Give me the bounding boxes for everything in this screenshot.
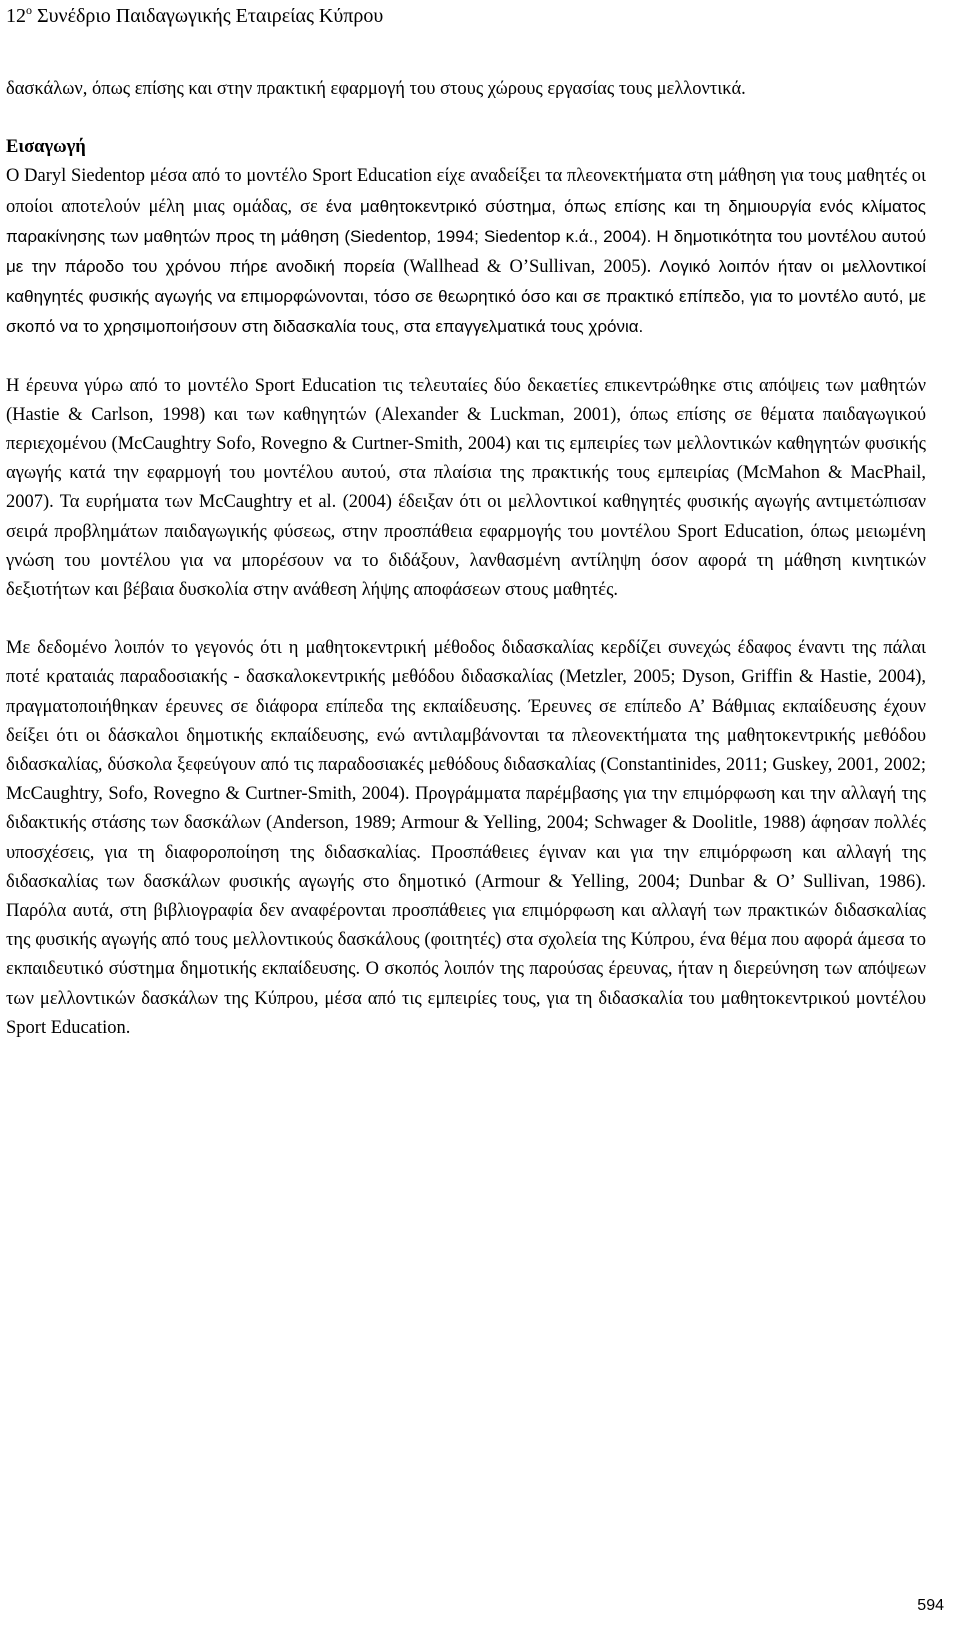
- paragraph-2: Η έρευνα γύρω από το μοντέλο Sport Education τις τελευταίες δύο δεκαετίες επικεντρώθηκε στις απόψεις των μαθητών (Hastie & Carlson, 1998) και των καθηγητών (Alexander & Luckman, 2001), όπως επίσης σε θέματα παιδαγωγικού περιεχομένου (McCaughtry Sofo, Rovegno & Curtner-Smith, 2004) και τις εμπειρίες των μελλοντικών καθηγητών φυσικής αγωγής κατά την εφαρμογή του μοντέλου αυτού, στα πλαίσια της πρακτικής τους εμπειρίας (McMahon & MacPhail, 2007). Τα ευρήματα των McCaughtry et al. (2004) έδειξαν ότι οι μελλοντικοί καθηγητές φυσικής αγωγής αντιμετώπισαν σειρά προβλημάτων παιδαγωγικής φύσεως, στην προσπάθεια εφαρμογής του μοντέλου Sport Education, όπως μειωμένη γνώση του μοντέλου για να μπορέσουν να το διδάξουν, λανθασμένη αντίληψη όσον αφορά τη μάθηση κινητικών δεξιοτήτων και βέβαια δυσκολία στην ανάθεση λήψης αποφάσεων στους μαθητές.: [6, 375, 926, 601]
- header-title: Συνέδριο Παιδαγωγικής Εταιρείας Κύπρου: [37, 5, 384, 27]
- section-heading: Εισαγωγή: [6, 137, 86, 158]
- intro-continuation-paragraph: δασκάλων, όπως επίσης και στην πρακτική εφαρμογή του στους χώρους εργασίας τους μελλοντικά.: [6, 79, 746, 99]
- page-number: 594: [917, 1597, 944, 1614]
- paragraph-1-part-3: (Wallhead & O’Sullivan, 2005).: [403, 257, 660, 278]
- running-header: [6, 4, 383, 28]
- header-superscript: ο: [26, 3, 32, 17]
- header-number: 12: [6, 5, 26, 27]
- paragraph-1-part-1: Ο Daryl Siedentop μέσα από το μοντέλο Sport Education είχε αναδείξει τα πλεονεκτήματα στη μάθηση για τους μαθητές οι οποίοι αποτελούν μέλη μιας ομάδας, σε: [6, 166, 926, 217]
- paragraph-3: Με δεδομένο λοιπόν το γεγονός ότι η μαθητοκεντρική μέθοδος διδασκαλίας κερδίζει συνεχώς έδαφος έναντι της πάλαι ποτέ κραταιάς παραδοσιακής - δασκαλοκεντρικής μεθόδου διδασκαλίας (Metzler, 2005; Dyson, Griffin & Hastie, 2004), πραγματοποιήθηκαν έρευνες σε διάφορα επίπεδα της εκπαίδευσης. Έρευνες σε επίπεδο Α’ Βάθμιας εκπαίδευσης έχουν δείξει ότι οι δάσκαλοι δημοτικής εκπαίδευσης, ενώ αντιλαμβάνονται τα πλεονεκτήματα της μαθητοκεντρικής μεθόδου διδασκαλίας, δύσκολα ξεφεύγουν από τις παραδοσιακές μεθόδους διδασκαλίας (Constantinides, 2011; Guskey, 2001, 2002; McCaughtry, Sofo, Rovegno & Curtner-Smith, 2004). Προγράμματα παρέμβασης για την επιμόρφωση και την αλλαγή της διδακτικής στάσης των δασκάλων (Anderson, 1989; Armour & Yelling, 2004; Schwager & Doolitle, 1988) άφησαν πολλές υποσχέσεις, για τη διαφοροποίηση της διδασκαλίας. Προσπάθειες έγιναν και για την επιμόρφωση και αλλαγή της διδασκαλίας των δασκάλων φυσικής αγωγής στο δημοτικό (Armour & Yelling, 2004; Dunbar & O’ Sullivan, 1986). Παρόλα αυτά, στη βιβλιογραφία δεν αναφέρονται προσπάθειες για επιμόρφωση και αλλαγή των πρακτικών διδασκαλίας της φυσικής αγωγής από τους μελλοντικούς δασκάλους (φοιτητές) στα σχολεία της Κύπρου, ένα θέμα που αφορά άμεσα το εκπαιδευτικό σύστημα δημοτικής εκπαίδευσης. Ο σκοπός λοιπόν της παρούσας έρευνας, ήταν η διερεύνηση των απόψεων των μελλοντικών δασκάλων της Κύπρου, μέσα από τις εμπειρίες τους, για τη διδασκαλία του μαθητοκεντρικού μοντέλου Sport Education.: [6, 638, 926, 1038]
- paragraph-1-part-2: ένα μαθητοκεντρικό σύστημα, όπως επίσης και τη δημιουργία ενός κλίματος παρακίνησης των μαθητών προς τη μάθηση (Siedentop, 1994; Siedentop κ.ά., 2004). Η δημοτικότητα του μοντέλου αυτού με την πάροδο του χρόνου πήρε ανοδική πορεία: [6, 196, 926, 277]
- body-text: [6, 75, 926, 1043]
- paragraph-1-part-4: Λογικό λοιπόν ήταν οι μελλοντικοί καθηγητές φυσικής αγωγής να επιμορφώνονται, τόσο σε θεωρητικό όσο και σε πρακτικό επίπεδο, για το μοντέλο αυτό, με σκοπό να το χρησιμοποιήσουν στη διδασκαλία τους, στα επαγγελματικά τους χρόνια.: [6, 257, 926, 337]
- paragraph-1: [6, 162, 926, 342]
